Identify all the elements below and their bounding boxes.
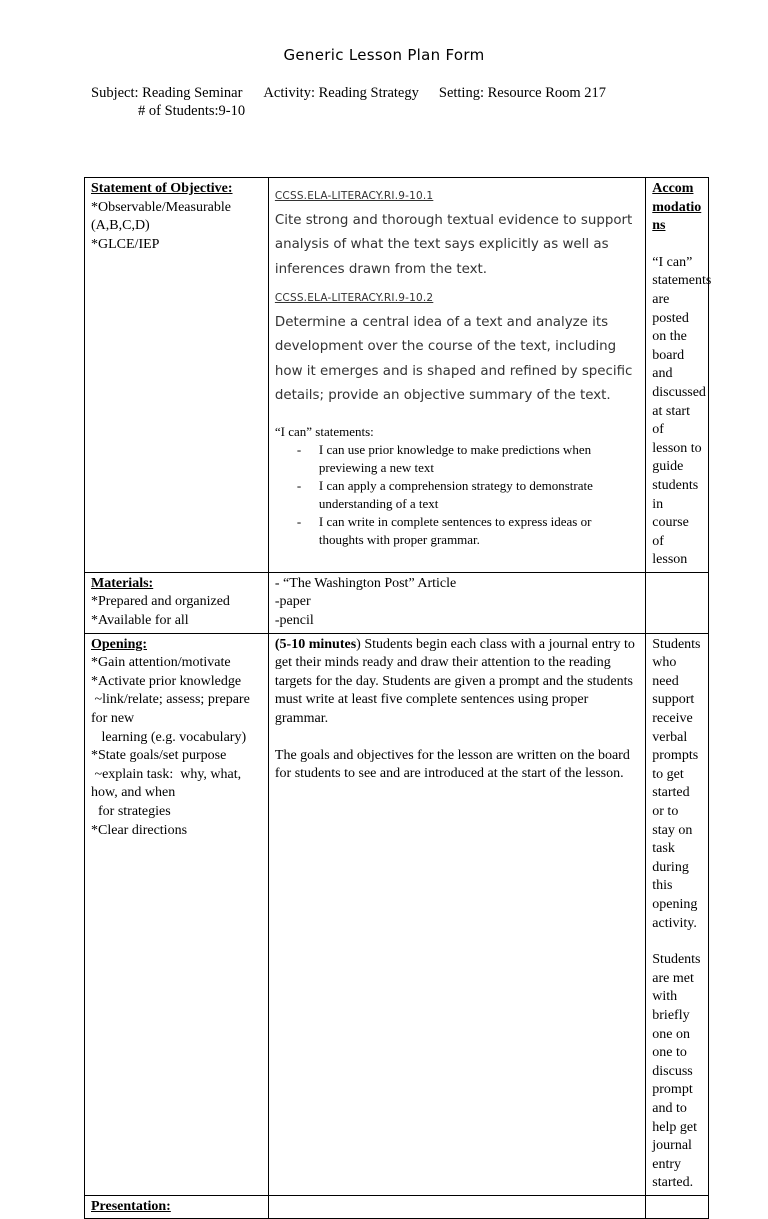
materials-row [85,572,709,633]
opening-line: learning (e.g. vocabulary) [91,729,247,745]
objective-heading: Statement of Objective: [91,181,233,196]
objective-content-cell [268,178,645,573]
opening-paragraph: The goals and objectives for the lesson are written on the board for students to see and are introduced at the start of the lesson. [274,747,630,782]
standard-text: Determine a central idea of a text and analyze its development over the course of the text, including how it emerges and is shaped and refined by specific details; provide an objective summary of the text. [274,314,633,404]
objective-line: *Observable/Measurable (A,B,C,D) [91,199,231,234]
presentation-heading: Presentation: [91,1198,171,1214]
material-item: -pencil [274,613,314,629]
objective-line: *GLCE/IEP [91,236,160,252]
materials-line: *Available for all [91,613,189,629]
ican-list [275,441,639,549]
presentation-label-cell [85,1195,269,1219]
opening-paragraph [275,636,639,729]
opening-label-cell [85,633,269,1195]
opening-accommodation-text: Students are met with briefly one on one to discuss prompt and to help get journal entry started. [652,952,701,1191]
materials-line: *Prepared and organized [91,594,230,610]
opening-time: (5-10 minutes [274,636,357,652]
opening-line: for strategies [91,804,171,819]
opening-line: ~explain task: why, what, how, and when [91,766,245,801]
material-item: - “The Washington Post” Article [274,575,457,591]
accommodations-heading: Accommodations [652,181,702,234]
opening-line: *Clear directions [91,822,188,838]
meta-line-1 [91,84,606,102]
ican-item: - I can apply a comprehension strategy to demonstrate understanding of a text [297,477,639,513]
setting-text: Setting: Resource Room 217 [438,85,607,101]
subject-text: Subject: Reading Seminar [91,85,243,101]
material-item: -paper [274,594,311,610]
opening-accommodations-cell [646,633,709,1195]
standard-code-link[interactable]: CCSS.ELA-LITERACY.RI.9-10.2 [274,292,434,305]
lesson-meta [91,84,606,120]
presentation-accommodations-cell [646,1195,709,1219]
students-text: # of Students:9-10 [138,103,246,119]
standard-code-link[interactable]: CCSS.ELA-LITERACY.RI.9-10.1 [274,190,434,202]
form-title: Generic Lesson Plan Form [283,46,485,64]
materials-label-cell [85,572,269,633]
opening-line: ~link/relate; assess; prepare for new [91,692,254,727]
opening-content-cell [268,633,645,1195]
objective-row [85,178,709,573]
lesson-plan-table [84,177,712,1219]
ican-item: - I can write in complete sentences to express ideas or thoughts with proper grammar. [297,513,639,549]
presentation-row [85,1195,709,1219]
materials-content-cell [268,572,645,633]
materials-accommodations-cell [646,572,709,633]
accommodations-text: “I can” statements are posted on the board and discussed at start of lesson to guide students in course of lesson [652,254,712,568]
opening-accommodation-text: Students who need support receive verbal prompts to get started or to stay on task during this opening activity. [652,636,701,931]
opening-row [85,633,709,1195]
opening-line: *State goals/set purpose [91,748,227,764]
presentation-content-cell [268,1195,645,1219]
opening-paragraph-text: ) Students begin each class with a journal entry to get their minds ready and draw their attention to the reading targets for the day. Students are given a prompt and the students must write at least five complete sentences using proper grammar. [274,636,635,727]
ican-item: - I can use prior knowledge to make predictions when previewing a new text [297,441,639,477]
activity-text: Activity: Reading Strategy [263,85,419,101]
opening-line: *Activate prior knowledge [91,673,242,689]
objective-accommodations-cell [646,178,712,573]
ican-heading: “I can” statements: [274,423,374,439]
materials-heading: Materials: [91,575,154,591]
opening-heading: Opening: [91,636,148,652]
objective-label-cell [85,178,269,573]
standard-text: Cite strong and thorough textual evidence to support analysis of what the text says explicitly as well as inferences drawn from the text. [274,212,633,277]
opening-line: *Gain attention/motivate [91,655,231,671]
